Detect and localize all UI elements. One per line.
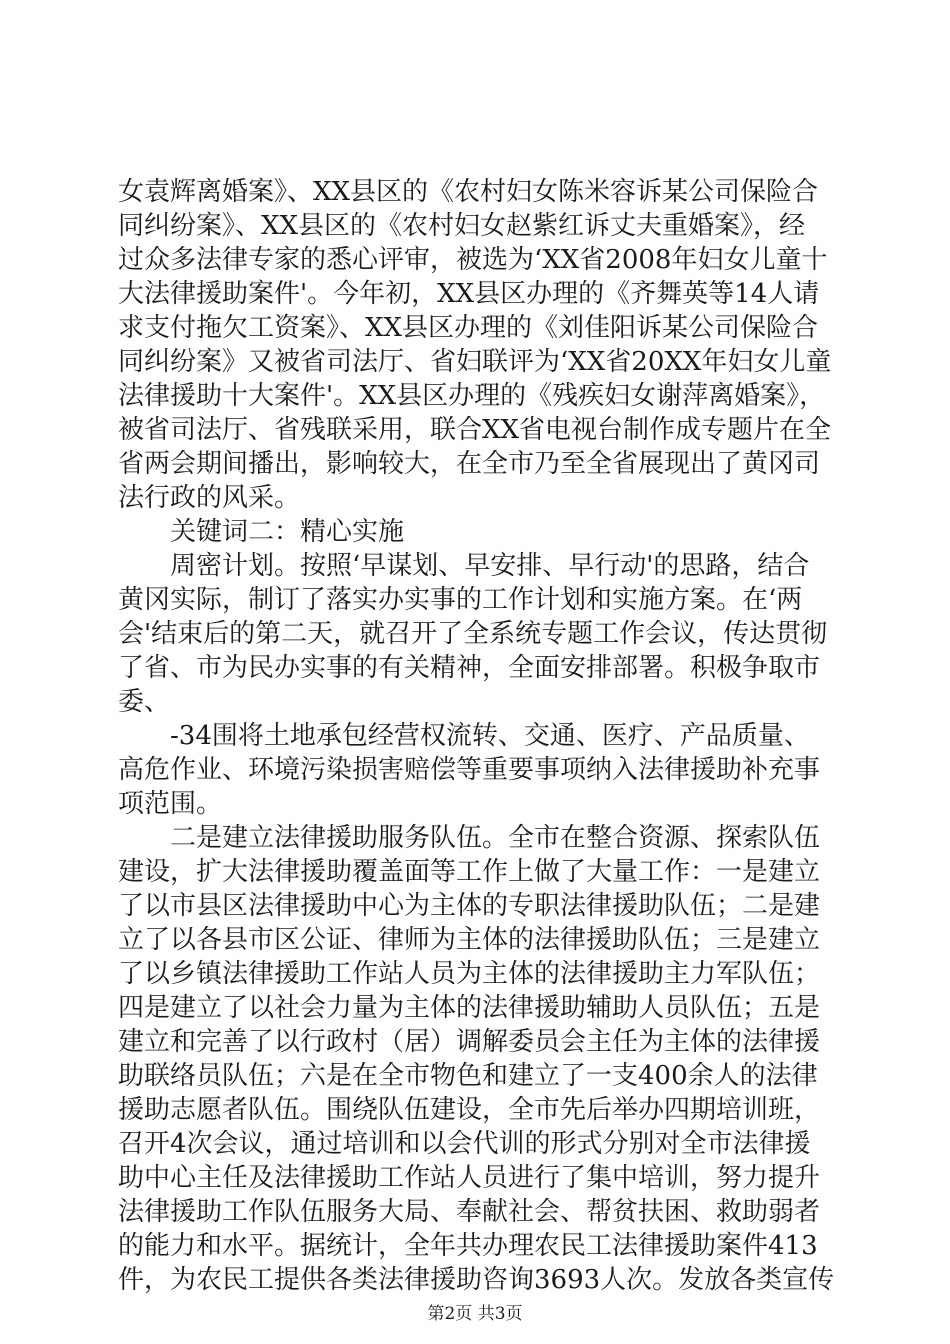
text-line: 助中心主任及法律援助工作站人员进行了集中培训，努力提升 <box>118 1163 821 1193</box>
text-line: 立了以各县市区公证、律师为主体的法律援助队伍；三是建立 <box>118 925 821 955</box>
text-line: 同纠纷案》、XX县区的《农村妇女赵紫红诉丈夫重婚案》，经 <box>118 211 806 241</box>
text-line: 高危作业、环境污染损害赔偿等重要事项纳入法律援助补充事 <box>118 755 821 785</box>
text-line: 援助志愿者队伍。围绕队伍建设，全市先后举办四期培训班， <box>118 1095 821 1125</box>
text-line: 周密计划。按照‘早谋划、早安排、早行动'的思路，结合 <box>170 551 810 581</box>
text-line: 二是建立法律援助服务队伍。全市在整合资源、探索队伍 <box>170 823 821 853</box>
text-line: 委、 <box>118 687 171 717</box>
text-line: 黄冈实际，制订了落实办实事的工作计划和实施方案。在‘两 <box>118 585 803 615</box>
text-line: 省两会期间播出，影响较大，在全市乃至全省展现出了黄冈司 <box>118 449 821 479</box>
text-line: 法行政的风采。 <box>118 483 301 513</box>
text-line: 会'结束后的第二天，就召开了全系统专题工作会议，传达贯彻 <box>118 619 828 649</box>
text-line: 件，为农民工提供各类法律援助咨询3693人次。发放各类宣传 <box>118 1265 835 1295</box>
text-line: 被省司法厅、省残联采用，联合XX省电视台制作成专题片在全 <box>118 415 832 445</box>
text-line: 过众多法律专家的悉心评审，被选为‘XX省2008年妇女儿童十 <box>118 245 828 275</box>
text-line: 项范围。 <box>118 789 223 819</box>
text-line: 助联络员队伍；六是在全市物色和建立了一支400余人的法律 <box>118 1061 818 1091</box>
text-line: 法律援助工作队伍服务大局、奉献社会、帮贫扶困、救助弱者 <box>118 1197 821 1227</box>
text-line: 同纠纷案》又被省司法厅、省妇联评为‘XX省20XX年妇女儿童 <box>118 347 832 377</box>
text-line: 建立和完善了以行政村（居）调解委员会主任为主体的法律援 <box>118 1027 821 1057</box>
text-line: 了省、市为民办实事的有关精神，全面安排部署。积极争取市 <box>118 653 821 683</box>
text-line: 求支付拖欠工资案》、XX县区办理的《刘佳阳诉某公司保险合 <box>118 313 819 343</box>
text-line: 法律援助十大案件'。XX县区办理的《残疾妇女谢萍离婚案》， <box>118 381 826 411</box>
text-line: 大法律援助案件'。今年初，XX县区办理的《齐舞英等14人请 <box>118 279 820 309</box>
text-line: 建设，扩大法律援助覆盖面等工作上做了大量工作：一是建立 <box>118 857 821 887</box>
text-line: 女袁辉离婚案》、XX县区的《农村妇女陈米容诉某公司保险合 <box>118 177 819 207</box>
text-line: 了以乡镇法律援助工作站人员为主体的法律援助主力军队伍； <box>118 959 821 989</box>
section-heading: 关键词二：精心实施 <box>170 517 405 547</box>
page-footer: 第2页 共3页 <box>427 1304 523 1324</box>
text-line: 召开4次会议，通过培训和以会代训的形式分别对全市法律援 <box>118 1129 811 1159</box>
text-line: -34围将土地承包经营权流转、交通、医疗、产品质量、 <box>170 721 810 751</box>
text-line: 了以市县区法律援助中心为主体的专职法律援助队伍；二是建 <box>118 891 821 921</box>
text-line: 四是建立了以社会力量为主体的法律援助辅助人员队伍；五是 <box>118 993 821 1023</box>
text-line: 的能力和水平。据统计，全年共办理农民工法律援助案件413 <box>118 1231 818 1261</box>
